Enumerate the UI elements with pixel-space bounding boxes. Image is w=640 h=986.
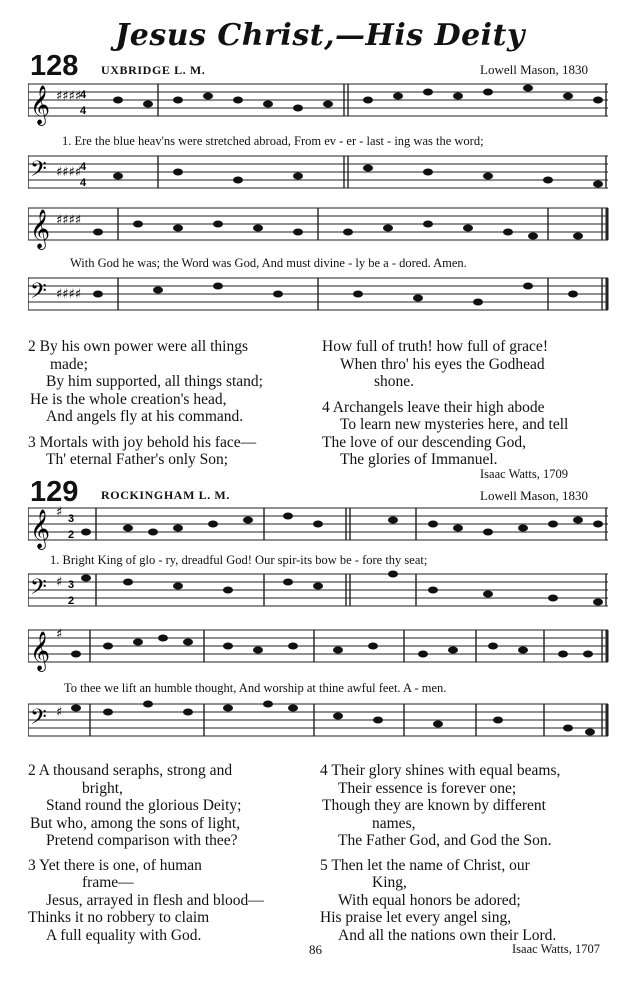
- page-title: Jesus Christ,—His Deity: [115, 18, 525, 53]
- verse-line: Pretend comparison with thee?: [46, 832, 238, 849]
- author: Isaac Watts, 1709: [480, 467, 568, 481]
- verse-line: 4 Archangels leave their high abode: [322, 398, 545, 416]
- verses-left: [28, 762, 318, 944]
- verse-line: Stand round the glorious Deity;: [46, 797, 242, 814]
- music-system: [28, 624, 610, 674]
- verse-line: A full equality with God.: [46, 926, 202, 944]
- music-system: [28, 78, 610, 136]
- verse-line: By him supported, all things stand;: [46, 373, 263, 390]
- verse-line: But who, among the sons of light,: [30, 814, 241, 832]
- verses-right: [320, 762, 620, 944]
- svg-text:4: 4: [80, 105, 87, 117]
- verse-line: His praise let every angel sing,: [320, 909, 512, 926]
- svg-text:4: 4: [80, 177, 87, 189]
- svg-text:♯: ♯: [56, 505, 63, 520]
- verse-line: Though they are known by different: [322, 797, 546, 814]
- svg-text:3: 3: [68, 513, 75, 525]
- verse-line: Jesus, arrayed in flesh and blood—: [46, 891, 264, 909]
- svg-text:♯♯♯♯: ♯♯♯♯: [56, 213, 82, 228]
- verse-line: 5 Then let the name of Christ, our: [320, 856, 530, 874]
- svg-text:4: 4: [80, 161, 87, 173]
- verse-line: Thinks it no robbery to claim: [28, 909, 210, 926]
- treble-clef-icon: 𝄞: [30, 85, 51, 125]
- verse-line: The Father God, and God the Son.: [338, 832, 552, 849]
- staff-lines: [28, 156, 608, 188]
- svg-text:♯: ♯: [56, 705, 63, 720]
- verse-line: 3 Mortals with joy behold his face—: [28, 433, 257, 451]
- svg-text:𝄞: 𝄞: [30, 509, 51, 549]
- time-signature: 4: [80, 89, 87, 101]
- composer: Lowell Mason, 1830: [480, 62, 588, 77]
- author: Isaac Watts, 1707: [512, 942, 600, 956]
- hymn-number: 128: [30, 50, 79, 82]
- lyric-line: With God he was; the Word was God, And must divine - ly be a - dored. Amen.: [70, 256, 467, 270]
- hymn-number: 129: [30, 476, 79, 508]
- svg-text:𝄢: 𝄢: [30, 705, 47, 735]
- verse-line: bright,: [82, 779, 123, 797]
- music-system: [28, 698, 610, 750]
- staff-lines: [28, 704, 608, 736]
- tune-name: UXBRIDGE L. M.: [101, 63, 206, 77]
- page-number: 86: [309, 942, 322, 957]
- music-system: [28, 150, 610, 200]
- verse-line: names,: [372, 814, 416, 832]
- music-system: [28, 202, 610, 254]
- verse-line: 2 By his own power were all things: [28, 338, 248, 355]
- svg-text:𝄞: 𝄞: [30, 631, 51, 671]
- verse-line: 4 Their glory shines with equal beams,: [320, 762, 561, 779]
- svg-text:♯♯♯♯: ♯♯♯♯: [56, 165, 82, 180]
- svg-text:𝄞: 𝄞: [30, 209, 51, 249]
- verse-line: frame—: [82, 874, 134, 891]
- svg-text:2: 2: [68, 529, 75, 541]
- verse-line: And all the nations own their Lord.: [338, 926, 557, 944]
- music-system: [28, 272, 610, 324]
- lyric-line: 1. Bright King of glo - ry, dreadful God! Our spir-its bow be - fore thy seat;: [50, 553, 428, 567]
- music-system: [28, 502, 610, 552]
- tune-name: ROCKINGHAM L. M.: [101, 488, 230, 502]
- svg-text:♯: ♯: [56, 575, 63, 590]
- lyric-line: 1. Ere the blue heav'ns were stretched abroad, From ev - er - last - ing was the word;: [62, 134, 484, 148]
- verse-line: Th' eternal Father's only Son;: [46, 451, 229, 468]
- verse-line: With equal honors be adored;: [338, 891, 521, 909]
- staff-lines: [28, 630, 608, 662]
- verse-line: To learn new mysteries here, and tell: [340, 416, 569, 433]
- svg-text:𝄢: 𝄢: [30, 575, 47, 605]
- verse-line: 3 Yet there is one, of human: [28, 856, 202, 874]
- music-system: [28, 568, 610, 618]
- verse-line: made;: [50, 355, 88, 373]
- verse-line: When thro' his eyes the Godhead: [340, 355, 545, 373]
- verse-line: The love of our descending God,: [322, 433, 527, 451]
- svg-text:♯: ♯: [56, 627, 63, 642]
- verse-line: He is the whole creation's head,: [30, 390, 227, 408]
- verse-line: The glories of Immanuel.: [340, 451, 498, 468]
- verse-line: King,: [372, 874, 407, 891]
- bass-clef-icon: 𝄢: [30, 157, 47, 187]
- verse-line: Their essence is forever one;: [338, 779, 517, 797]
- verse-line: How full of truth! how full of grace!: [322, 338, 548, 355]
- svg-text:2: 2: [68, 595, 75, 607]
- staff-lines: [28, 574, 608, 606]
- verse-line: shone.: [374, 373, 415, 390]
- verses-right: [322, 338, 622, 469]
- svg-text:3: 3: [68, 579, 75, 591]
- svg-text:𝄢: 𝄢: [30, 279, 47, 309]
- verse-line: 2 A thousand seraphs, strong and: [28, 762, 233, 779]
- composer: Lowell Mason, 1830: [480, 488, 588, 503]
- verse-line: And angels fly at his command.: [46, 408, 244, 425]
- svg-text:♯♯♯♯: ♯♯♯♯: [56, 287, 82, 302]
- lyric-line: To thee we lift an humble thought, And worship at thine awful feet. A - men.: [64, 681, 447, 695]
- key-signature: ♯♯♯♯: [56, 89, 82, 104]
- verses-left: [28, 338, 318, 469]
